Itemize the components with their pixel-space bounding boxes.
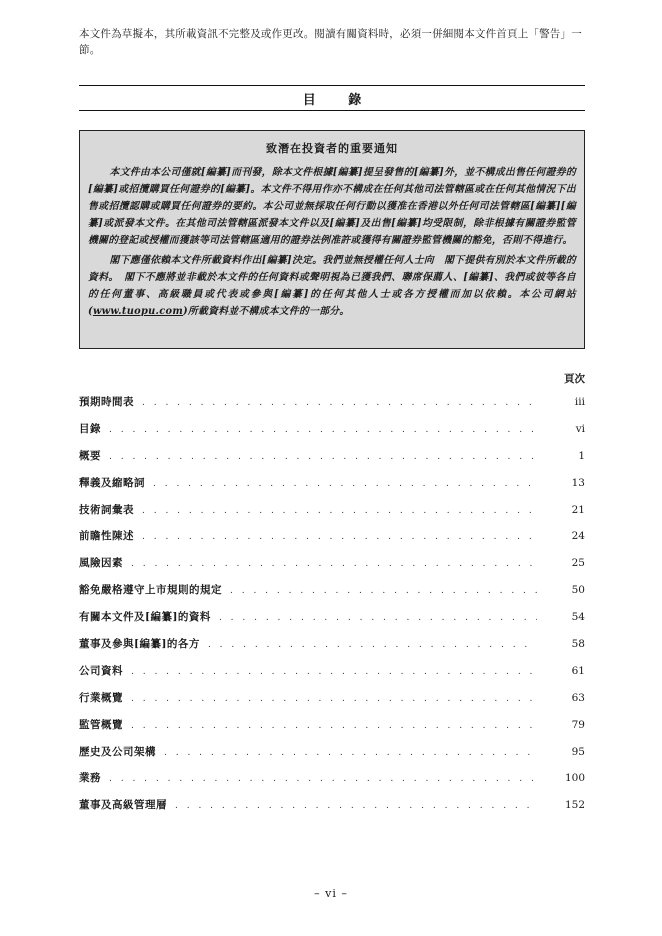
toc-entry[interactable] [79, 792, 585, 819]
toc-entry[interactable] [79, 604, 585, 631]
toc-entry-page: 100 [564, 772, 585, 785]
toc-entry-label: 豁免嚴格遵守上市規則的規定 [79, 584, 222, 597]
toc-entry[interactable] [79, 523, 585, 550]
page-column-label: 頁次 [564, 373, 585, 385]
toc-entry-page: 58 [571, 638, 585, 651]
page-title-bar [79, 85, 585, 111]
draft-warning-note: 本文件為草擬本，其所載資訊不完整及或作更改。閱讀有關資料時，必須一併細閱本文件首頁上「警告」一節。 [79, 28, 582, 56]
toc-entry-label: 行業概覽 [79, 691, 123, 704]
toc-entry-label: 釋義及縮略詞 [79, 476, 145, 489]
toc-entry-page: 24 [571, 530, 585, 543]
toc-entry[interactable] [79, 416, 585, 443]
toc-entry-page: 25 [571, 557, 585, 570]
toc-entry-label: 監管概覽 [79, 718, 123, 731]
notice-title: 致潛在投資者的重要通知 [266, 142, 398, 155]
toc-entry[interactable] [79, 497, 585, 524]
toc-leader-dots [131, 659, 537, 686]
toc-leader-dots [153, 471, 537, 498]
toc-entry[interactable] [79, 631, 585, 658]
toc-entry-page: iii [574, 396, 585, 408]
toc-leader-dots [131, 551, 537, 578]
company-website-link[interactable]: www.tuopu.com [92, 306, 183, 317]
toc-entry-label: 業務 [79, 772, 101, 785]
toc-entry-label: 董事及參與[編纂]的各方 [79, 638, 200, 651]
toc-entry-page: 54 [571, 611, 585, 624]
toc-leader-dots [208, 632, 537, 659]
toc-entry[interactable] [79, 577, 585, 604]
toc-leader-dots [175, 793, 537, 820]
toc-leader-dots [109, 444, 537, 471]
toc-entry[interactable] [79, 443, 585, 470]
toc-entry[interactable] [79, 685, 585, 712]
toc-entry-label: 有關本文件及[編纂]的資料 [79, 611, 211, 624]
toc-entry[interactable] [79, 765, 585, 792]
toc-entry-label: 董事及高級管理層 [79, 799, 167, 812]
toc-entry-page: vi [575, 422, 585, 435]
toc-entry-label: 前瞻性陳述 [79, 530, 134, 543]
notice-paragraph-2-tail: )所載資料並不構成本文件的一部分。 [183, 306, 350, 317]
toc-leader-dots [109, 417, 537, 444]
toc-entry-label: 歷史及公司架構 [79, 745, 156, 758]
toc-entry-label: 風險因素 [79, 557, 123, 570]
toc-leader-dots [164, 740, 537, 767]
toc-entry-page: 95 [571, 745, 585, 758]
toc-entry[interactable] [79, 739, 585, 766]
toc-leader-dots [142, 498, 537, 525]
toc-entry-page: 13 [571, 476, 585, 489]
page-number-footer: – vi – [314, 887, 348, 900]
toc-leader-dots [131, 686, 537, 713]
toc-entry-label: 目錄 [79, 422, 101, 435]
toc-entry[interactable] [79, 658, 585, 685]
toc-entry[interactable] [79, 712, 585, 739]
toc-entry-page: 79 [571, 718, 585, 731]
toc-entry-label: 公司資料 [79, 664, 123, 677]
toc-entry-page: 152 [564, 799, 585, 812]
toc-leader-dots [131, 713, 537, 740]
table-of-contents [79, 389, 585, 819]
toc-entry-page: 61 [571, 664, 585, 677]
toc-leader-dots [219, 605, 537, 632]
toc-entry-page: 50 [571, 584, 585, 597]
notice-paragraph-1: 本文件由本公司僅就[編纂]而刊發，除本文件根據[編纂]提呈發售的[編纂]外，並不構成出售任何證券的[編纂]或招攬購買任何證券的[編纂]。本文件不得用作亦不構成在任何其他司法管轄區或在任何其他情況下出售或招攬認購或購買任何證券的要約。本公司並無採取任何行動以獲准在香港以外任何司法管轄區[編纂][編纂]或派發本文件。在其他司法管轄區派發本文件以及[編纂]及出售[編纂]均受限制，除非根據有關證券監管機關的登記或授權而獲該等司法管轄區適用的證券法例准許或獲得有關證券監管機關的豁免，否則不得進行。 [88, 167, 576, 246]
toc-entry[interactable] [79, 389, 585, 416]
notice-paragraph-2 [88, 252, 576, 320]
toc-entry[interactable] [79, 470, 585, 497]
toc-entry[interactable] [79, 550, 585, 577]
toc-entry-label: 預期時間表 [79, 396, 134, 408]
toc-entry-page: 21 [571, 503, 585, 516]
toc-leader-dots [230, 578, 537, 605]
page-title: 目 錄 [302, 92, 376, 108]
toc-entry-label: 概要 [79, 449, 101, 462]
toc-leader-dots [142, 390, 537, 417]
toc-entry-page: 63 [571, 691, 585, 704]
toc-leader-dots [142, 524, 537, 551]
toc-entry-label: 技術詞彙表 [79, 503, 134, 516]
toc-leader-dots [109, 766, 537, 793]
notice-paragraph-2-lead: 閣下應僅依賴本文件所載資料作出[編纂]決定。我們並無授權任何人士向 閣下提供有別於本文件所載的資料。 閣下不應將並非載於本文件的任何資料或聲明視為已獲我們、聯席保薦人、[編纂]、我們或彼等各自的任何董事、高級職員或代表或參與[編纂]的任何其他人士或各方授權而加以依賴。本公司網站( [88, 255, 576, 317]
investor-notice-box [79, 130, 585, 349]
toc-entry-page: 1 [578, 449, 585, 462]
